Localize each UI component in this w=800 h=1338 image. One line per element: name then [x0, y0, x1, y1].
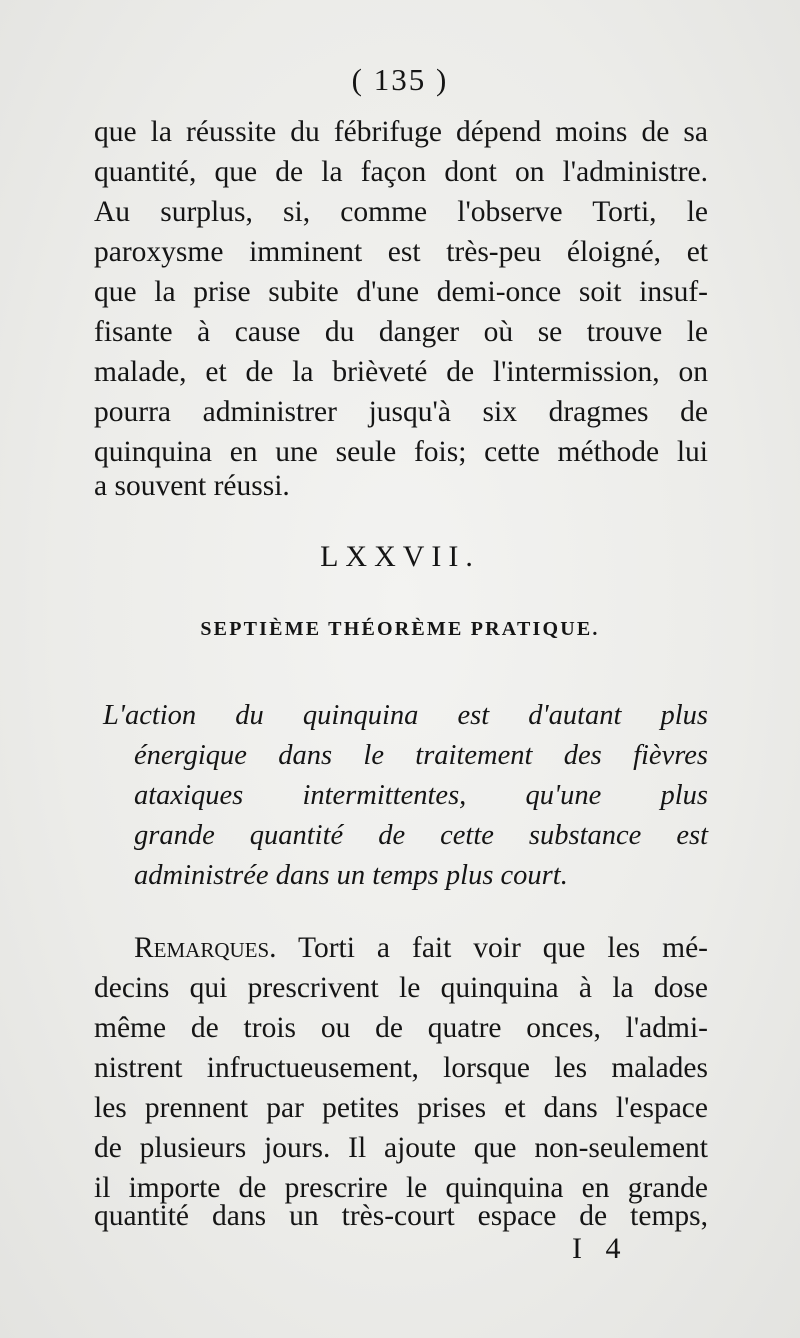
theorem-line: administrée dans un temps plus court. — [134, 860, 568, 891]
theorem-line: énergique dans le traitement des fièvres — [134, 740, 708, 771]
text-line: de plusieurs jours. Il ajoute que non-seulement — [94, 1132, 708, 1164]
text-line: malade, et de la brièveté de l'intermission, on — [94, 356, 708, 388]
text-line: quantité dans un très-court espace de temps, — [94, 1200, 708, 1232]
theorem-line: grande quantité de cette substance est — [134, 820, 708, 851]
text-line: decins qui prescrivent le quinquina à la dose — [94, 972, 708, 1004]
text-line: fisante à cause du danger où se trouve le — [94, 316, 708, 348]
text-line: quantité, que de la façon dont on l'administre. — [94, 156, 708, 188]
text-line: même de trois ou de quatre onces, l'admi- — [94, 1012, 708, 1044]
text-line: que la prise subite d'une demi-once soit insuf- — [94, 276, 708, 308]
text-line: il importe de prescrire le quinquina en grande — [94, 1172, 708, 1204]
text-line: que la réussite du fébrifuge dépend moins de sa — [94, 116, 708, 148]
section-number: LXXVII. — [320, 540, 480, 573]
text-line: a souvent réussi. — [94, 470, 290, 502]
section-heading: SEPTIÈME THÉORÈME PRATIQUE. — [200, 618, 600, 640]
text-line: paroxysme imminent est très-peu éloigné, et — [94, 236, 708, 268]
theorem-line: ataxiques intermittentes, qu'une plus — [134, 780, 708, 811]
text-line: Au surplus, si, comme l'observe Torti, le — [94, 196, 708, 228]
text-line: quinquina en une seule fois; cette méthode lui — [94, 436, 708, 468]
text-line: les prennent par petites prises et dans l'espace — [94, 1092, 708, 1124]
signature-mark: I 4 — [572, 1232, 629, 1265]
text-line: nistrent infructueusement, lorsque les malades — [94, 1052, 708, 1084]
remarks-first-line-text: Torti a fait voir que les mé- — [276, 932, 708, 964]
text-line: pourra administrer jusqu'à six dragmes de — [94, 396, 708, 428]
page-number: ( 135 ) — [351, 62, 449, 97]
theorem-line: L'action du quinquina est d'autant plus — [103, 700, 708, 731]
remarks-first-line — [134, 928, 708, 968]
remarks-label: Remarques. — [134, 932, 277, 964]
